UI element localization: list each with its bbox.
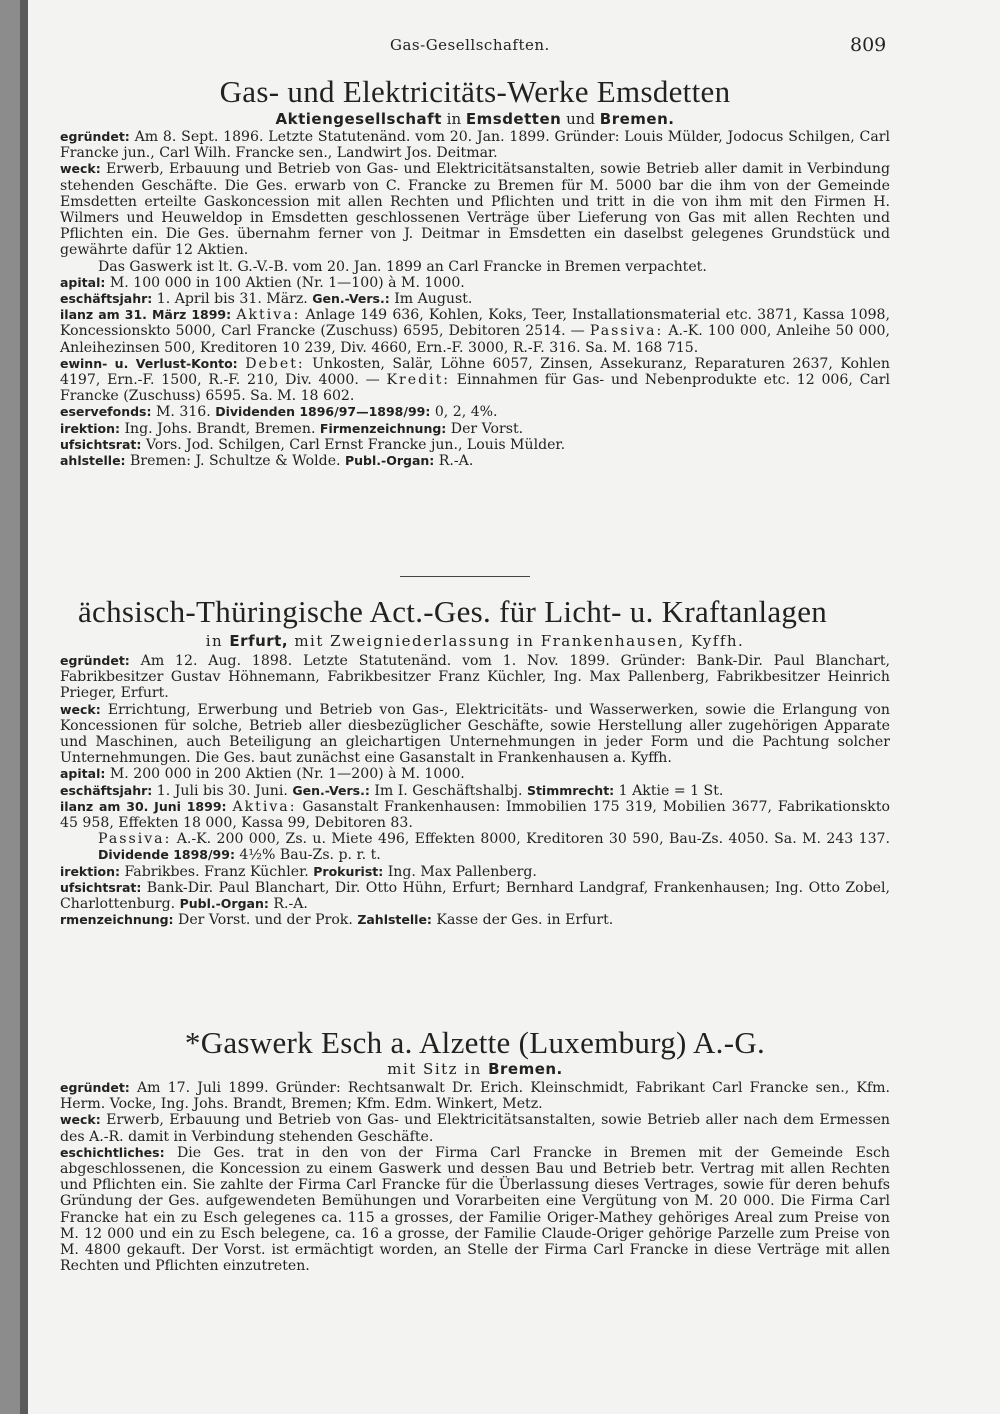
paying-agent-paragraph: ahlstelle: Bremen: J. Schultze & Wolde. Publ.-Organ: R.-A. [60, 453, 474, 470]
founded-paragraph: egründet: Am 8. Sept. 1896. Letzte Statutenänd. vom 20. Jan. 1899. Gründer: Louis Mülder, Jodocus Schilgen, Carl Francke jun., Carl Wilh. Francke sen., Landwirt Jos. Deitmar. [60, 129, 890, 162]
entry-subtitle: mit Sitz in Bremen. [387, 1060, 563, 1078]
board-paragraph: irektion: Ing. Johs. Brandt, Bremen. Firmenzeichnung: Der Vorst. [60, 420, 524, 437]
purpose-paragraph: weck: Erwerb, Erbauung und Betrieb von Gas- und Elektricitätsanstalten, sowie Betrieb aller damit in Verbindung stehenden Geschäfte. Die Ges. erwarb von C. Francke zu Bremen für M. 5000 bar die ihm von der Gemeinde Emsdetten erteilte Gaskoncession mit allen Rechten und Pflichten und tritt in die von ihm mit den Firmen H. Wilmers und Heuweldop in Emsdetten geschlossenen Verträge über Lieferung von Gas mit allen Rechten und Pflichten ein. Die Ges. übernahm ferner von J. Deitmar in Emsdetten ein daselbst gelegenes Grundstück und gewährte dafür 12 Aktien. [60, 161, 890, 259]
document-page [60, 0, 890, 1414]
capital-paragraph: apital: M. 200 000 in 200 Aktien (Nr. 1—200) à M. 1000. [60, 766, 465, 783]
fiscal-year-paragraph: eschäftsjahr: 1. Juli bis 30. Juni. Gen.-Vers.: Im I. Geschäftshalbj. Stimmrecht: 1 Aktie = 1 St. [60, 782, 724, 799]
profit-loss-paragraph: ewinn- u. Verlust-Konto: Debet: Unkosten, Salär, Löhne 6057, Zinsen, Assekuranz, Reparaturen 2637, Kohlen 4197, Ern.-F. 1500, R.-F. 210, Div. 4000. — Kredit: Einnahmen für Gas- und Nebenprodukte etc. 12 006, Carl Francke (Zuschuss) 6595. Sa. M. 18 602. [60, 355, 891, 405]
purpose-paragraph: weck: Erwerb, Erbauung und Betrieb von Gas- und Elektricitätsanstalten, sowie Betrieb aller nach dem Ermessen des A.-R. damit in Verbindung stehenden Geschäfte. [60, 1112, 890, 1145]
supervisory-paragraph: ufsichtsrat: Bank-Dir. Paul Blanchart, Dir. Otto Hühn, Erfurt; Bernhard Landgraf, Frankenhausen; Ing. Otto Zobel, Charlottenburg. Publ.-Organ: R.-A. [60, 879, 890, 913]
board-paragraph: irektion: Fabrikbes. Franz Küchler. Prokurist: Ing. Max Pallenberg. [60, 863, 537, 880]
entry-subtitle: in Erfurt, mit Zweigniederlassung in Frankenhausen, Kyffh. [205, 632, 745, 650]
page-number: 809 [850, 34, 887, 56]
entry-title: Gas- und Elektricitäts-Werke Emsdetten [219, 74, 731, 109]
signature-paragraph: rmenzeichnung: Der Vorst. und der Prok. Zahlstelle: Kasse der Ges. in Erfurt. [60, 912, 614, 929]
balance-paragraph: ilanz am 31. März 1899: Aktiva: Anlage 149 636, Kohlen, Koks, Teer, Installationsmaterial etc. 3871, Kassa 1098, Koncessionskto 5000, Carl Francke (Zuschuss) 6595, Debitoren 2514. — Passiva: A.-K. 100 000, Anleihe 50 000, Anleihezinsen 500, Kreditoren 10 239, Div. 4660, Ern.-F. 3000, R.-F. 316. Sa. M. 168 715. [60, 307, 891, 356]
capital-paragraph: apital: M. 100 000 in 100 Aktien (Nr. 1—100) à M. 1000. [60, 274, 465, 291]
entry-title: ächsisch-Thüringische Act.-Ges. für Licht- u. Kraftanlagen [78, 594, 828, 629]
section-divider [400, 576, 530, 577]
entry-subtitle: Aktiengesellschaft in Emsdetten und Bremen. [275, 110, 675, 128]
liabilities-paragraph: Passiva: A.-K. 200 000, Zs. u. Miete 496, Effekten 8000, Kreditoren 30 590, Bau-Zs. 4050. Sa. M. 243 137. Dividende 1898/99: 4½% Bau-Zs. p. r. t. [98, 831, 890, 864]
founded-paragraph: egründet: Am 17. Juli 1899. Gründer: Rechtsanwalt Dr. Erich. Kleinschmidt, Fabrikant Carl Francke sen., Kfm. Herm. Vocke, Ing. Johs. Brandt, Bremen; Kfm. Edm. Winkert, Metz. [60, 1080, 890, 1113]
running-head: Gas-Gesellschaften. [390, 36, 550, 54]
founded-paragraph: egründet: Am 12. Aug. 1898. Letzte Statutenänd. vom 1. Nov. 1899. Gründer: Bank-Dir. Paul Blanchart, Fabrikbesitzer Gustav Höhnemann, Fabrikbesitzer Franz Küchler, Ing. Max Pallenberg, Fabrikbesitzer Heinrich Prieger, Erfurt. [60, 653, 890, 702]
supervisory-paragraph: ufsichtsrat: Vors. Jod. Schilgen, Carl Ernst Francke jun., Louis Mülder. [60, 436, 566, 453]
reserve-paragraph: eservefonds: M. 316. Dividenden 1896/97—1898/99: 0, 2, 4%. [60, 404, 498, 421]
gasworks-paragraph: Das Gaswerk ist lt. G.-V.-B. vom 20. Jan. 1899 an Carl Francke in Bremen verpachtet. [98, 258, 707, 275]
balance-paragraph: ilanz am 30. Juni 1899: Aktiva: Gasanstalt Frankenhausen: Immobilien 175 319, Mobilien 3677, Fabrikationskto 45 958, Effekten 18 000, Kassa 99, Debitoren 83. [60, 798, 890, 832]
purpose-paragraph: weck: Errichtung, Erwerbung und Betrieb von Gas-, Elektricitäts- und Wasserwerken, sowie die Erlangung von Koncessionen für solche, Betrieb aller diesbezüglicher Geschäfte, sowie Herstellung aller zugehörigen Apparate und Maschinen, auch Beteiligung an gleichartigen Unternehmungen in jeder Form und die Pachtung solcher Unternehmungen. Die Ges. baut zunächst eine Gasanstalt in Frankenhausen a. Kyffh. [60, 701, 890, 767]
entry-body [60, 653, 890, 928]
history-paragraph: eschichtliches: Die Ges. trat in den von der Firma Carl Francke in Bremen mit der Gemeinde Esch abgeschlossenen, die Koncession zu einem Gaswerk und dessen Bau und Betrieb betr. Vertrag mit allen Rechten und Pflichten ein. Sie zahlte der Firma Carl Francke für die Überlassung dieses Vertrages, sowie für deren behufs Gründung der Ges. aufgewendeten Bemühungen und Vorarbeiten eine Vergütung von M. 20 000. Die Firma Carl Francke hat ein zu Esch gelegenes ca. 115 a grosses, der Familie Origer-Mathey gehöriges Areal zum Preise von M. 12 000 und ein zu Esch belegene, ca. 16 a grosse, der Familie Claude-Origer gehörige Parzelle zum Preise von M. 4800 gekauft. Der Vorst. ist ermächtigt worden, an Stelle der Firma Carl Francke in diese Verträge mit allen Rechten und Pflichten einzutreten. [60, 1144, 890, 1275]
entry-title: *Gaswerk Esch a. Alzette (Luxemburg) A.-G. [184, 1025, 766, 1060]
fiscal-year-paragraph: eschäftsjahr: 1. April bis 31. März. Gen.-Vers.: Im August. [60, 291, 473, 308]
entry-body [60, 1080, 890, 1274]
entry-body [60, 129, 890, 469]
book-spine-edge [20, 0, 28, 1414]
